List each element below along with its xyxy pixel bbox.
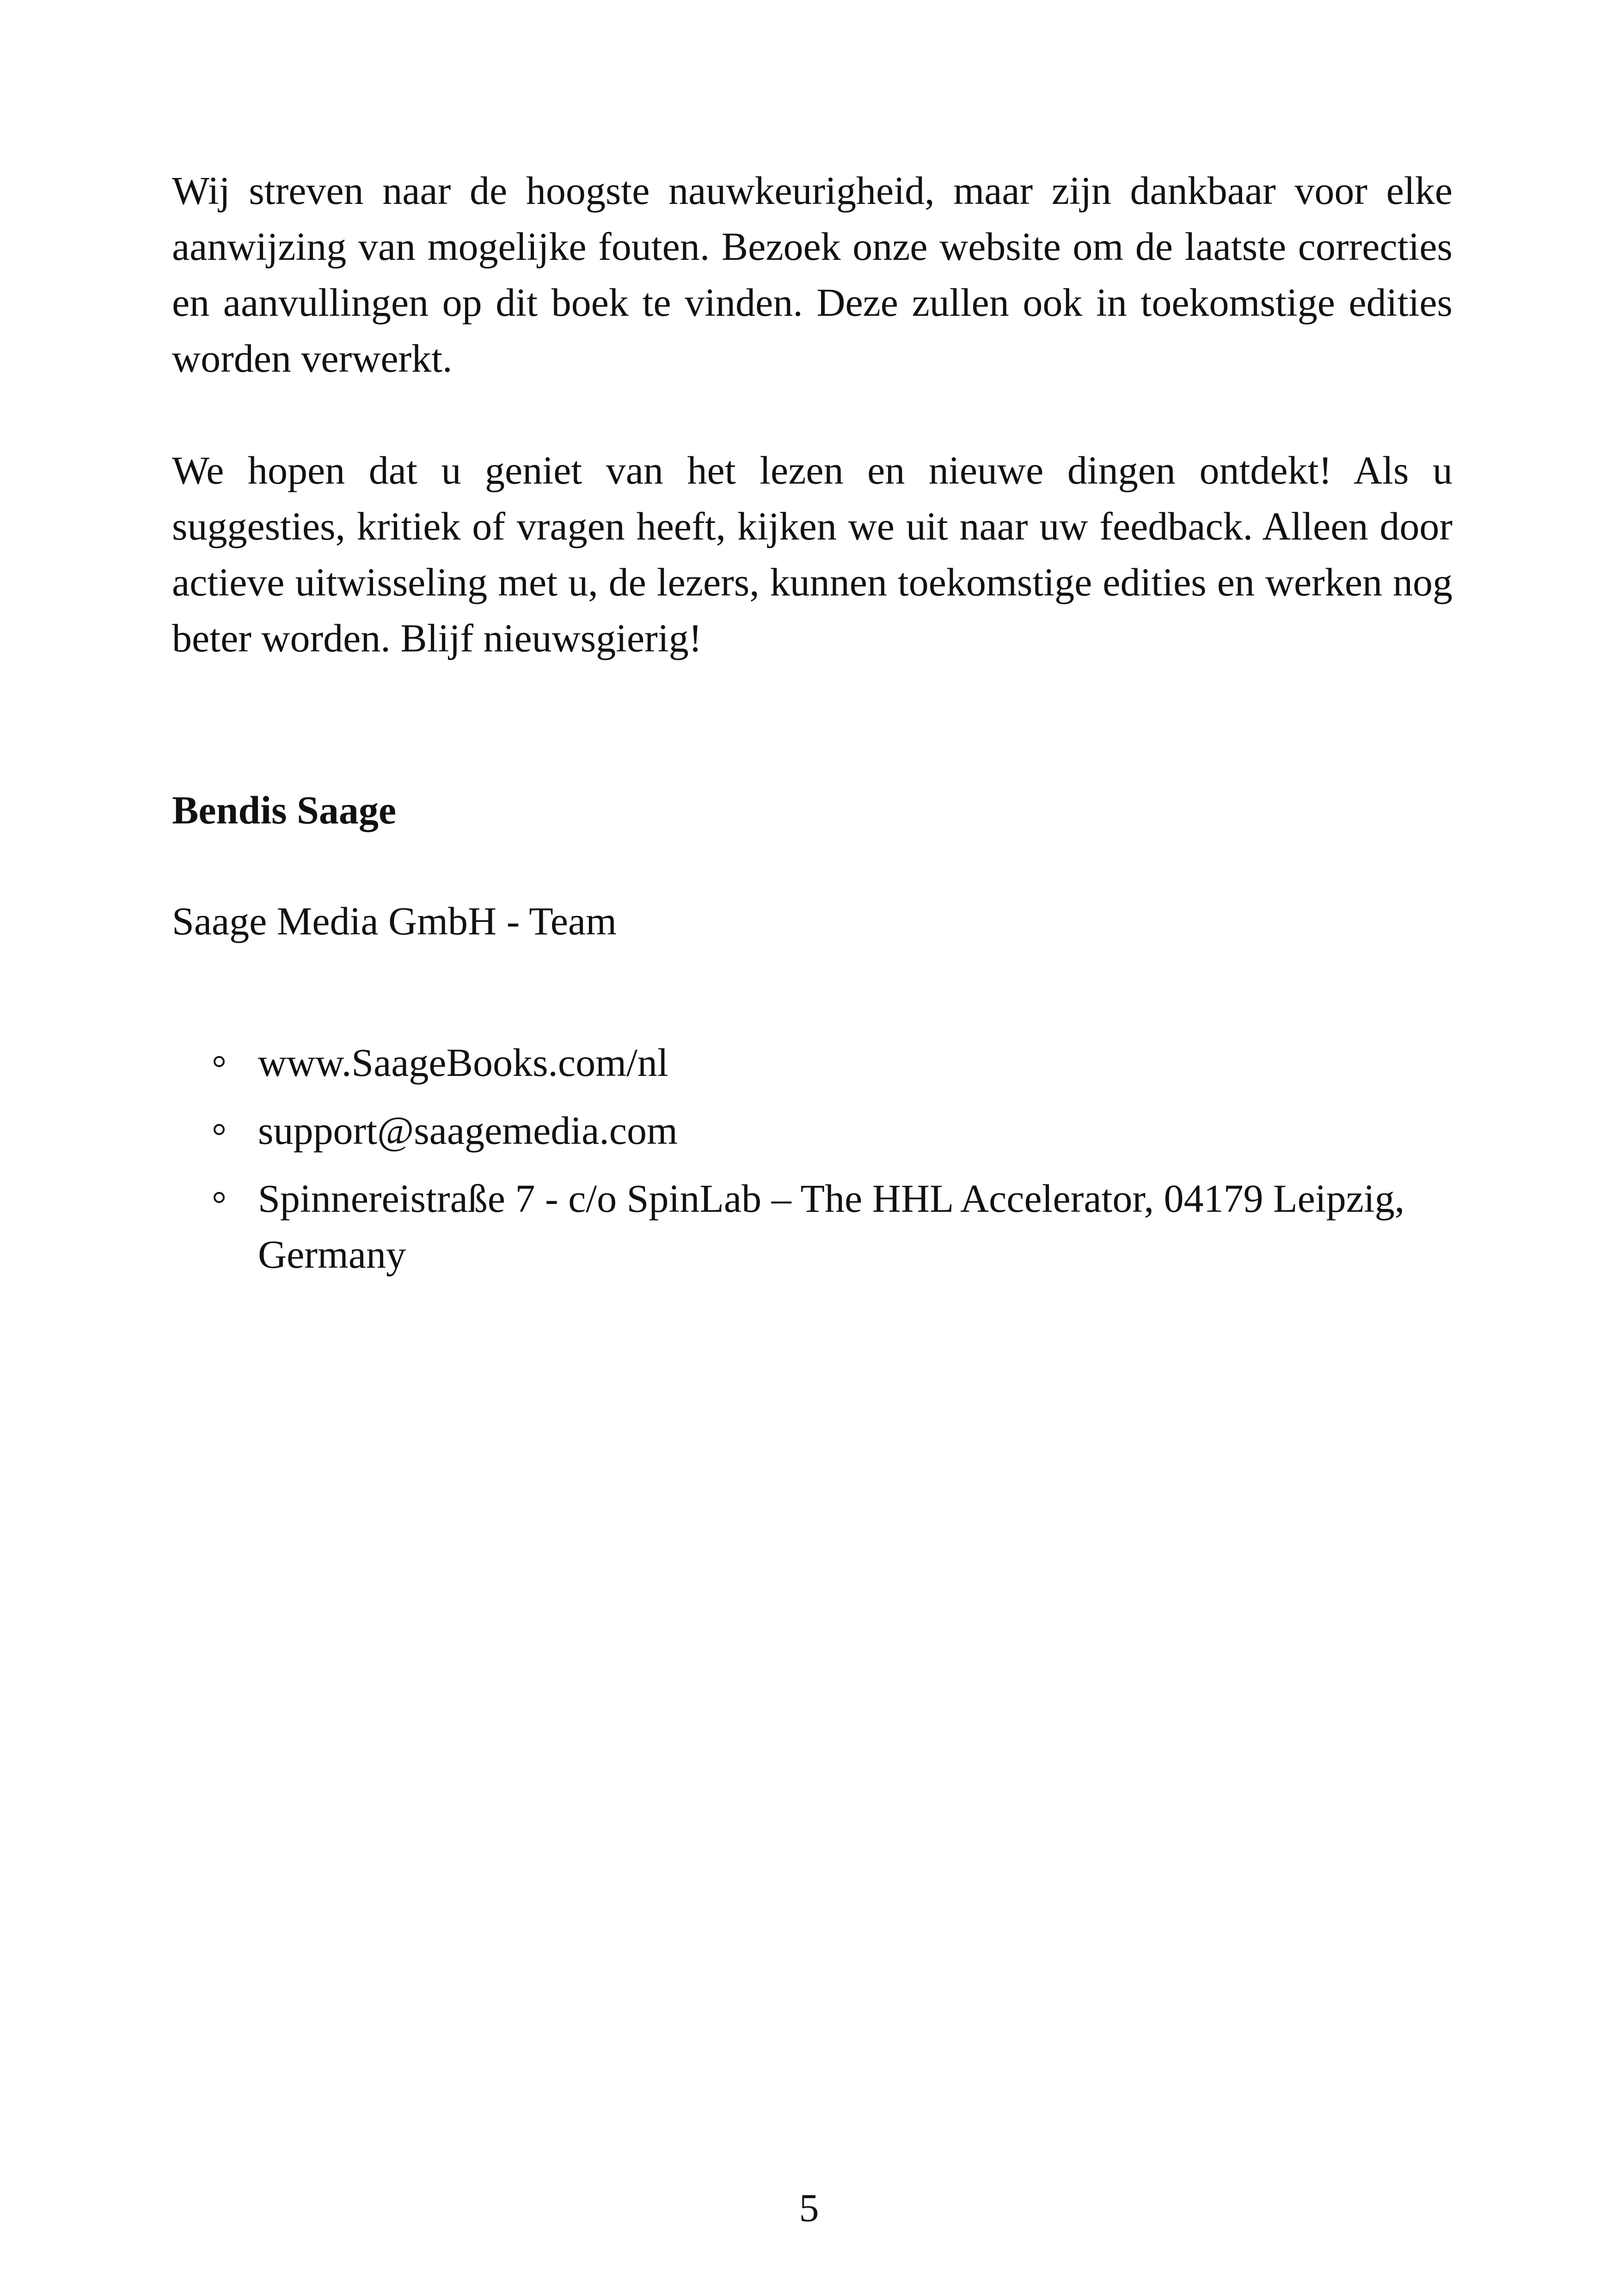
email-link[interactable]: support@saagemedia.com <box>258 1108 678 1153</box>
paragraph-feedback: We hopen dat u geniet van het lezen en nieuwe dingen ontdekt! Als u suggesties, kritiek of vragen heeft, kijken we uit naar uw feedback. Alleen door actieve uitwisseling met u, de lezers, kunnen toekomstige edities en werken nog beter worden. Blijf nieuwsgierig! <box>172 448 1453 660</box>
page-content <box>172 163 1453 1277</box>
contact-address <box>214 1171 1453 1283</box>
circle-bullet-icon <box>214 1056 225 1067</box>
contact-website[interactable] <box>214 1035 1453 1091</box>
circle-bullet-icon <box>214 1124 225 1135</box>
contact-list <box>214 1035 1453 1295</box>
website-link[interactable]: www.SaageBooks.com/nl <box>258 1040 668 1085</box>
page-number: 5 <box>799 2185 819 2230</box>
circle-bullet-icon <box>214 1192 225 1203</box>
contact-email[interactable] <box>214 1103 1453 1159</box>
company-name: Saage Media GmbH - Team <box>172 899 617 943</box>
address-text: Spinnereistraße 7 - c/o SpinLab – The HHL Accelerator, 04179 Leipzig, Germany <box>258 1176 1405 1277</box>
author-name: Bendis Saage <box>172 788 397 832</box>
paragraph-accuracy: Wij streven naar de hoogste nauwkeurigheid, maar zijn dankbaar voor elke aanwijzing van mogelijke fouten. Bezoek onze website om de laatste correcties en aanvullingen op dit boek te vinden. Deze zullen ook in toekomstige edities worden verwerkt. <box>172 168 1453 381</box>
